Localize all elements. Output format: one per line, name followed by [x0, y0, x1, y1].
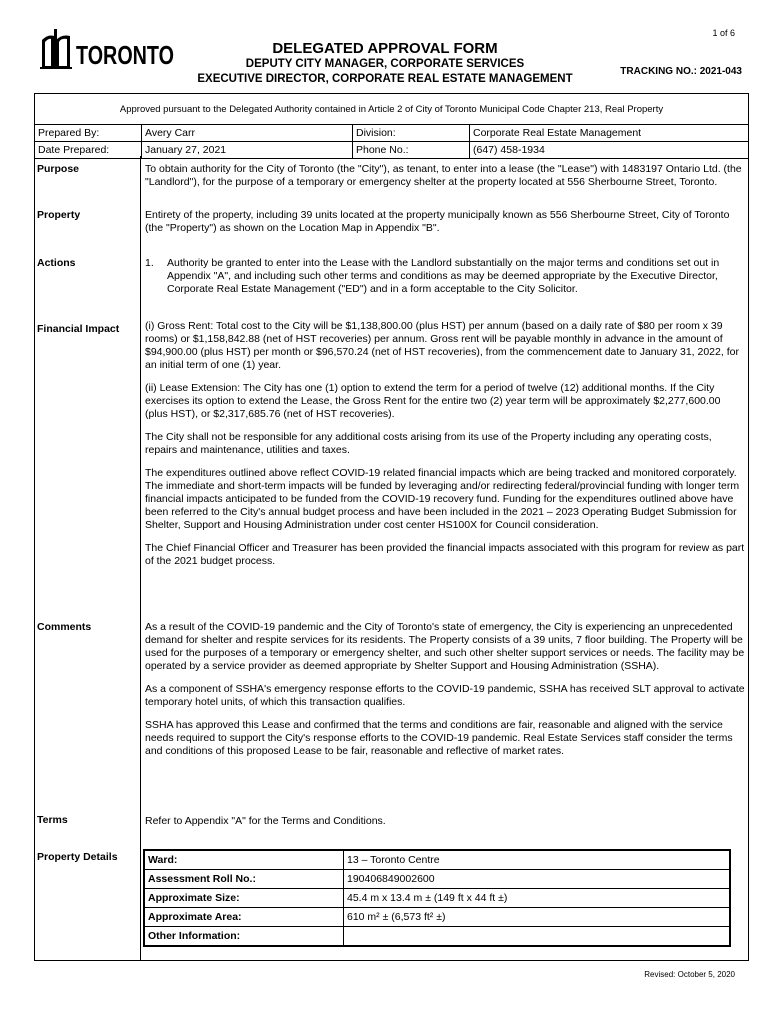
assessment-roll-value: 190406849002600 [344, 870, 731, 889]
approximate-area-label: Approximate Area: [144, 908, 344, 927]
column-divider [140, 156, 141, 961]
date-prepared-value: January 27, 2021 [142, 142, 353, 159]
terms-label: Terms [37, 814, 68, 826]
ward-label: Ward: [144, 850, 344, 870]
comments-label: Comments [37, 621, 92, 633]
actions-item-text: Authority be granted to enter into the Lease with the Landlord substantially on the major terms and conditions set out in Appendix "A", and including such other terms and conditions as may be deemed appropriate by the Executive Director, Corporate Real Estate Management ("ED") and in a form acceptable to the City Solicitor. [167, 257, 720, 295]
actions-label: Actions [37, 257, 76, 269]
property-details-table [143, 849, 731, 947]
logo-text: TORONTO [76, 40, 174, 70]
table-row [144, 870, 730, 889]
revised-date: Revised: October 5, 2020 [644, 970, 735, 979]
division-label: Division: [353, 125, 470, 142]
table-row [144, 927, 730, 947]
form-title: DELEGATED APPROVAL FORM [272, 40, 498, 57]
prepared-by-table [34, 124, 749, 159]
terms-text: Refer to Appendix "A" for the Terms and Conditions. [145, 815, 386, 827]
page-number: 1 of 6 [712, 28, 735, 38]
actions-item-number: 1. [145, 257, 154, 269]
comments-text: As a result of the COVID-19 pandemic and the City of Toronto's state of emergency, the City is experiencing an unprecedented demand for shelter and respite services for its residents. The Property consists of a 39 units, 7 floor building. The Property will be used for the purposes of a temporary or emergency shelter, and such other shelter support services or needs. The facility may be operated by a service provider as deemed appropriate by Shelter Support and Housing Administration (SSHA). As a component of SSHA's emergency response efforts to the COVID-19 pandemic, SSHA has received SLT approval to activate temporary hotel units, of which this transaction qualifies. SSHA has approved this Lease and confirmed that the terms and conditions are fair, reasonable and aligned with the service needs required to support the City's response efforts to the COVID-19 pandemic. Real Estate Services staff consider the terms and conditions of this proposed Lease to be fair, reasonable and reflective of market rates. [145, 621, 745, 757]
date-prepared-label: Date Prepared: [35, 142, 142, 159]
financial-impact-label: Financial Impact [37, 323, 120, 335]
assessment-roll-label: Assessment Roll No.: [144, 870, 344, 889]
actions-text [145, 257, 745, 296]
table-row [144, 908, 730, 927]
prepared-by-label: Prepared By: [35, 125, 142, 142]
purpose-label: Purpose [37, 163, 80, 175]
approved-pursuant-text: Approved pursuant to the Delegated Authority contained in Article 2 of City of Toronto Municipal Code Chapter 213, Real Property [119, 104, 664, 115]
property-text: Entirety of the property, including 39 units located at the property municipally known as 556 Sherbourne Street, City of Toronto (the "Property") as shown on the Location Map in Appendix "B". [145, 209, 730, 234]
table-row [144, 889, 730, 908]
financial-impact-text: (i) Gross Rent: Total cost to the City will be $1,138,800.00 (plus HST) per annum (based on a daily rate of $80 per room x 39 rooms) or $1,158,842.88 (net of HST recoveries) per annum. Gross rent will be payable monthly in advance in the amount of $94,900.00 (plus HST) per month or $96,570.24 (net of HST recoveries), from the commencement date to January 31, 2022, for an initial term of one (1) year. (ii) Lease Extension: The City has one (1) option to extend the term for a period of twelve (12) additional months. If the City exercises its option to extend the Lease, the Gross Rent for the entire two (2) year term will be approximately $2,277,600.00 (plus HST), or $2,317,685.76 (net of HST recoveries). The City shall not be responsible for any additional costs arising from its use of the Property including any operating costs, repairs and maintenance, utilities and taxes. The expenditures outlined above reflect COVID-19 related financial impacts which are being tracked and monitored corporately. The immediate and short-term impacts will be funded by leveraging and/or redirecting federal/provincial funding with longer term financial impacts anticipated to be funded from the COVID-19 recovery fund. Funding for the expenditures outlined above have been referred to the City's annual budget process and have been included in the 2021 – 2023 Operating Budget Submission for Shelter, Support and Housing Administration under cost center HS100X for Council consideration. The Chief Financial Officer and Treasurer has been provided the financial impacts associated with this program for review as part of the 2021 budget process. [145, 320, 745, 567]
purpose-text: To obtain authority for the City of Toronto (the "City"), as tenant, to enter into a lease (the "Lease") with 1483197 Ontario Ltd. (the "Landlord"), for the purpose of a temporary or emergency shelter at the property located at 556 Sherbourne Street, Toronto. [145, 163, 742, 188]
table-row [144, 850, 730, 870]
approximate-size-value: 45.4 m x 13.4 m ± (149 ft x 44 ft ±) [344, 889, 731, 908]
tracking-number: TRACKING NO.: 2021-043 [620, 66, 742, 77]
phone-label: Phone No.: [353, 142, 470, 159]
other-information-value [344, 927, 731, 947]
phone-value: (647) 458-1934 [470, 142, 749, 159]
approximate-size-label: Approximate Size: [144, 889, 344, 908]
property-label: Property [37, 209, 81, 221]
property-details-label: Property Details [37, 851, 118, 863]
other-information-label: Other Information: [144, 927, 344, 947]
prepared-by-value: Avery Carr [142, 125, 353, 142]
ward-value: 13 – Toronto Centre [344, 850, 731, 870]
approximate-area-value: 610 m² ± (6,573 ft² ±) [344, 908, 731, 927]
form-subtitle-2: EXECUTIVE DIRECTOR, CORPORATE REAL ESTATE MANAGEMENT [197, 73, 573, 85]
division-value: Corporate Real Estate Management [470, 125, 749, 142]
form-subtitle-1: DEPUTY CITY MANAGER, CORPORATE SERVICES [245, 58, 525, 70]
